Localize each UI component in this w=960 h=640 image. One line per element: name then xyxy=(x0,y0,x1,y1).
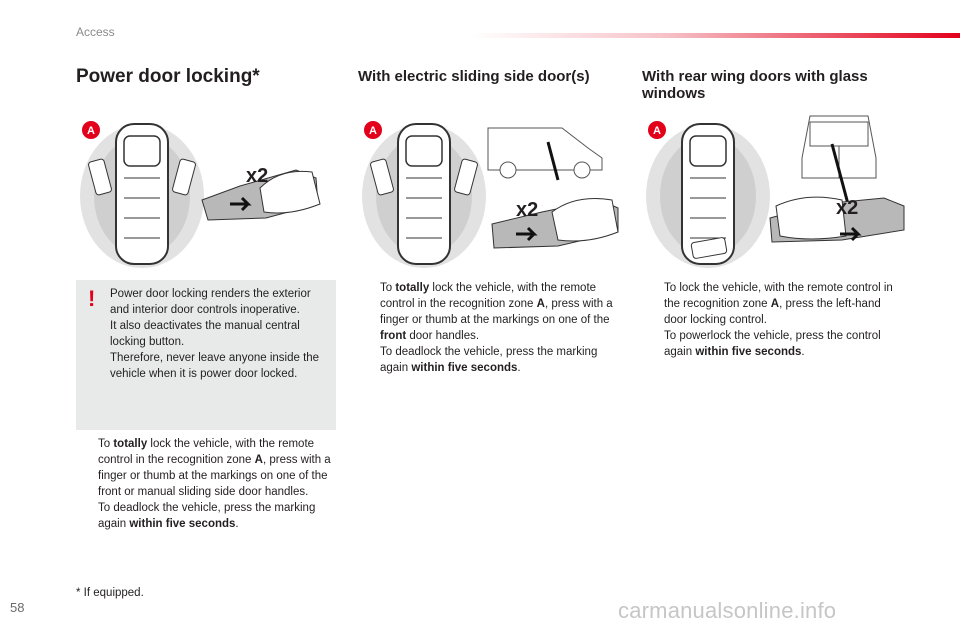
list-item: To lock the vehicle, with the remote control in the recognition zone A, press the left-hand door locking control. xyxy=(664,282,893,326)
svg-text:x2: x2 xyxy=(836,197,859,219)
list-item: To powerlock the vehicle, press the control again within five seconds. xyxy=(664,330,881,358)
warning-box xyxy=(76,280,336,430)
warning-text: Power door locking renders the exterior and interior door controls inoperative. It also deactivates the manual central locking button. Therefore, never leave anyone inside the vehicle when it is power door locked. xyxy=(110,288,320,380)
svg-text:x2: x2 xyxy=(516,199,539,221)
list-item: To deadlock the vehicle, press the marking again within five seconds. xyxy=(98,502,316,530)
rear-doors-steps xyxy=(642,280,906,360)
svg-text:A: A xyxy=(87,125,95,137)
vehicle-top-view-illustration xyxy=(80,108,330,276)
list-item: To totally lock the vehicle, with the remote control in the recognition zone A, press with a finger or thumb at the markings on one of the front or manual sliding side door handles. xyxy=(98,438,331,498)
rear-doors-illustration xyxy=(646,108,906,276)
page-title: Power door locking* xyxy=(76,66,260,87)
warning-icon: ! xyxy=(88,286,96,311)
footnote: * If equipped. xyxy=(76,587,144,599)
svg-text:x2: x2 xyxy=(246,165,269,187)
header-accent-line xyxy=(470,33,960,38)
power-locking-steps xyxy=(76,436,338,532)
watermark: carmanualsonline.info xyxy=(618,598,837,623)
sliding-door-steps xyxy=(358,280,620,376)
svg-text:A: A xyxy=(369,125,377,137)
list-item: To totally lock the vehicle, with the remote control in the recognition zone A, press with a finger or thumb at the markings on one of the front door handles. xyxy=(380,282,613,342)
svg-text:A: A xyxy=(653,125,661,137)
rear-doors-title: With rear wing doors with glass windows xyxy=(642,68,868,102)
page-number: 58 xyxy=(10,600,25,615)
list-item: To deadlock the vehicle, press the marking again within five seconds. xyxy=(380,346,598,374)
section-header: Access xyxy=(76,25,115,39)
sliding-door-title: With electric sliding side door(s) xyxy=(358,68,590,85)
sliding-door-illustration xyxy=(362,108,622,276)
